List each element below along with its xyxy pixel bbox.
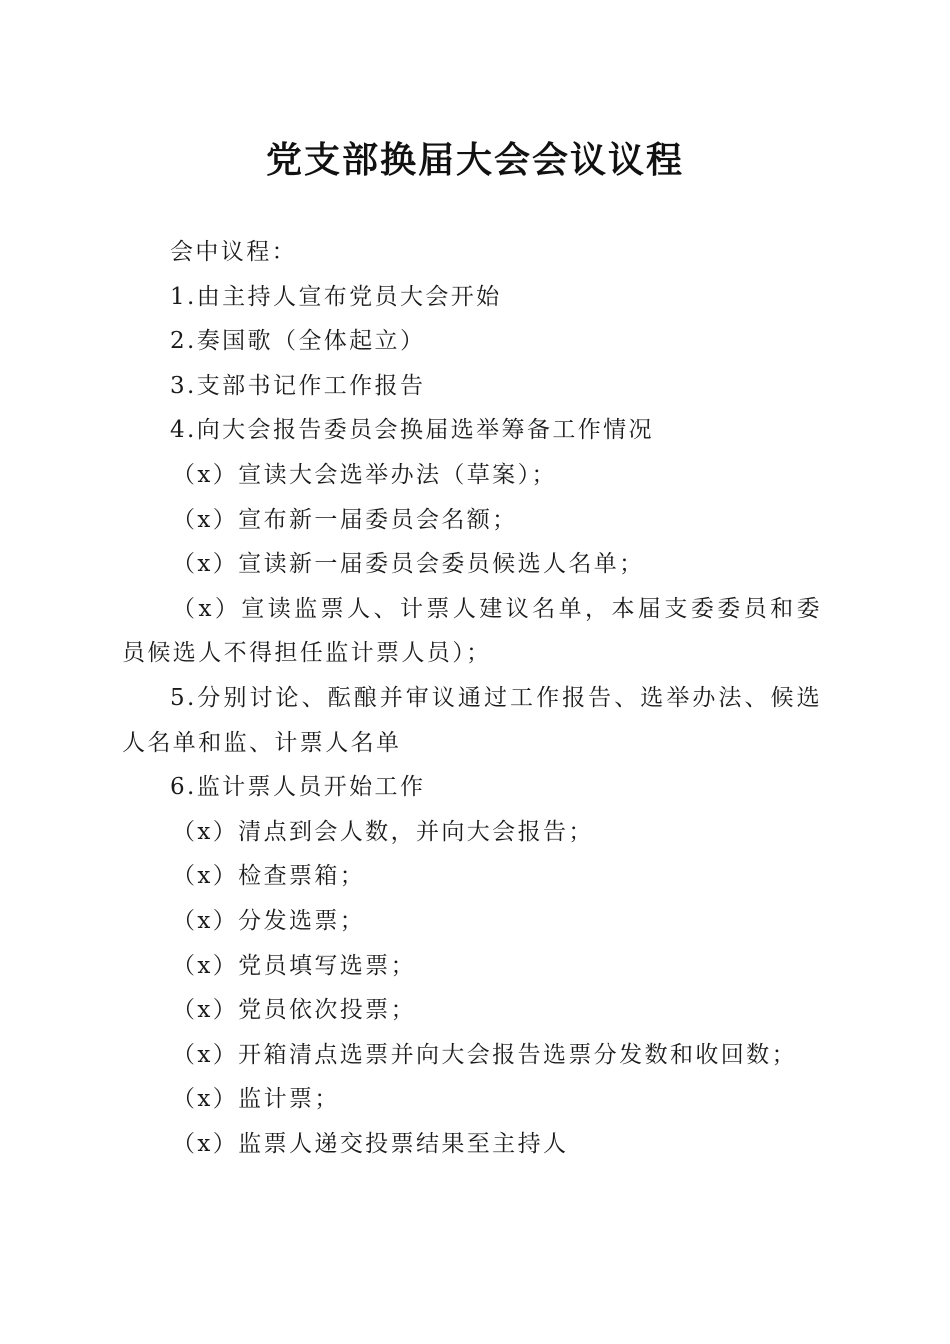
agenda-item-6-sub: （x）清点到会人数，并向大会报告； bbox=[172, 818, 594, 845]
agenda-item-6-sub: （x）党员填写选票； bbox=[172, 952, 416, 979]
agenda-item-6-sub: （x）分发选票； bbox=[172, 907, 366, 934]
agenda-item-6-sub: （x）监票人递交投票结果至主持人 bbox=[172, 1130, 569, 1157]
agenda-item-4: 4.向大会报告委员会换届选举筹备工作情况 bbox=[170, 417, 654, 444]
agenda-item-6-sub: （x）监计票； bbox=[172, 1086, 340, 1113]
agenda-intro: 会中议程： bbox=[170, 239, 297, 265]
agenda-item-1: 1.由主持人宣布党员大会开始 bbox=[170, 283, 502, 310]
agenda-item-4-sub: （x）宣布新一届委员会名额； bbox=[172, 506, 518, 533]
agenda-item-2: 2.奏国歌（全体起立） bbox=[170, 328, 426, 355]
agenda-item-6: 6.监计票人员开始工作 bbox=[170, 774, 426, 801]
document-title: 党支部换届大会会议议程 bbox=[265, 139, 684, 181]
document-body bbox=[122, 230, 822, 1166]
agenda-item-6-sub: （x）开箱清点选票并向大会报告选票分发数和收回数； bbox=[172, 1041, 797, 1068]
agenda-item-4-sub: （x）宣读新一届委员会委员候选人名单； bbox=[172, 551, 645, 578]
agenda-item-6-sub: （x）检查票箱； bbox=[172, 863, 366, 890]
agenda-item-6-sub: （x）党员依次投票； bbox=[172, 997, 416, 1024]
agenda-item-4-sub: （x）宣读监票人、计票人建议名单，本届支委委员和委员候选人不得担任监计票人员）； bbox=[122, 595, 822, 667]
agenda-item-3: 3.支部书记作工作报告 bbox=[170, 372, 426, 399]
agenda-item-4-sub: （x）宣读大会选举办法（草案）； bbox=[172, 461, 557, 488]
agenda-item-5: 5.分别讨论、酝酿并审议通过工作报告、选举办法、候选人名单和监、计票人名单 bbox=[122, 684, 822, 756]
